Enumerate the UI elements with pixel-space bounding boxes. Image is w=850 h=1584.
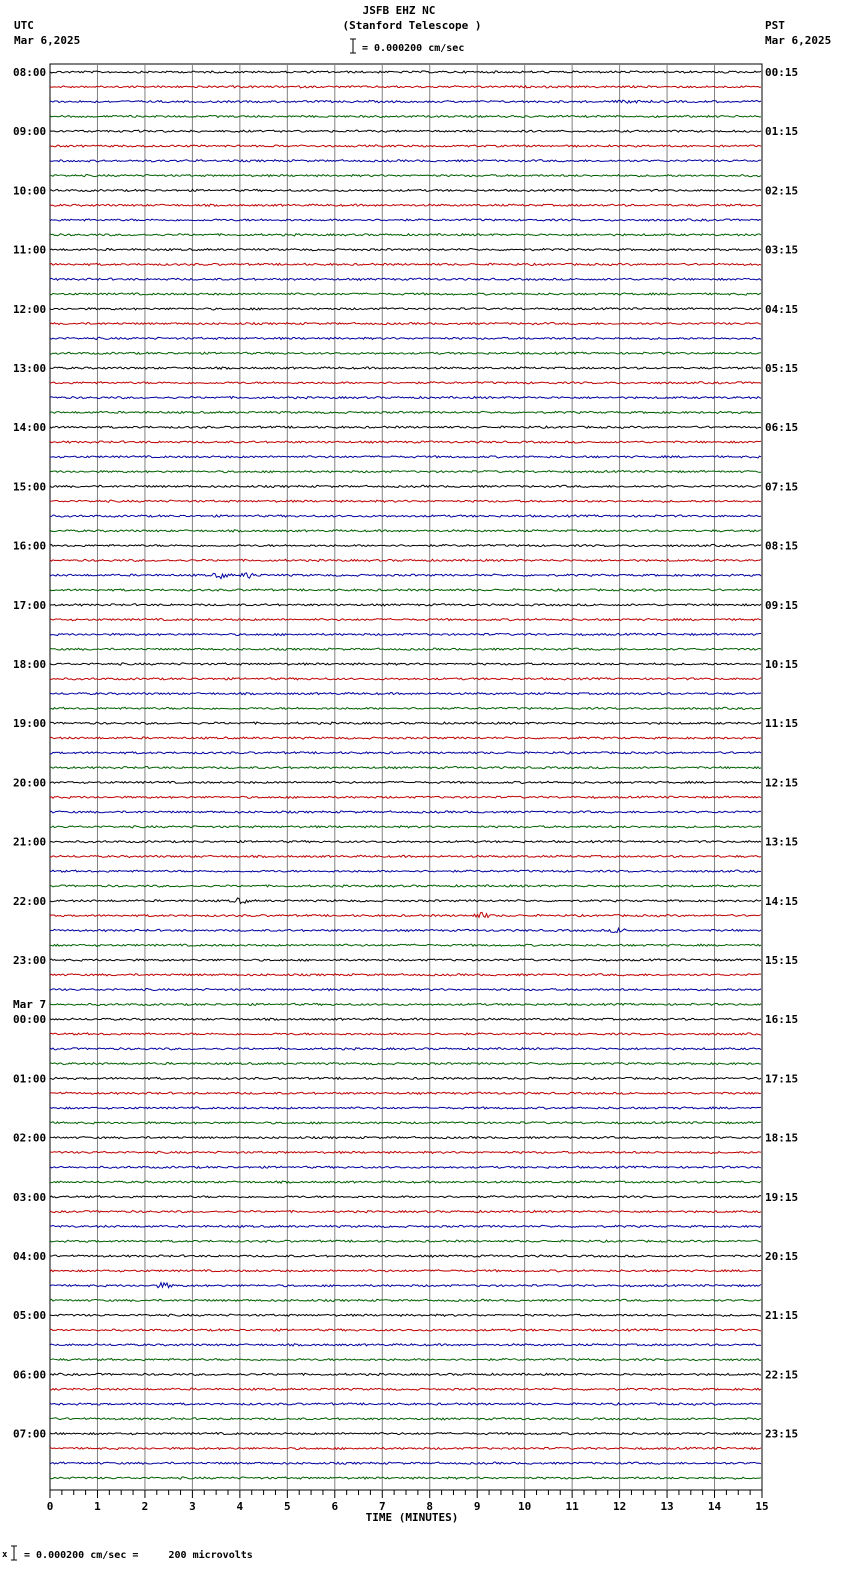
utc-hour-label: 18:00 — [13, 658, 47, 671]
x-tick-label: 10 — [518, 1500, 532, 1513]
utc-hour-label: 04:00 — [13, 1250, 47, 1263]
footer-scale-label: = 0.000200 cm/sec = 200 microvolts — [24, 1550, 253, 1561]
trace-row — [50, 234, 761, 236]
utc-hour-label: 16:00 — [13, 539, 47, 553]
trace-row — [50, 1403, 761, 1405]
utc-hour-label: 09:00 — [13, 125, 47, 139]
utc-hour-label: 03:00 — [13, 1190, 47, 1204]
trace-row — [50, 174, 761, 176]
trace-row — [50, 796, 761, 798]
utc-hour-label: 15:00 — [13, 480, 47, 494]
trace-row — [50, 204, 761, 206]
utc-hour-label: 05:00 — [13, 1309, 47, 1323]
pst-hour-label: 15:15 — [765, 954, 799, 967]
x-tick-label: 15 — [755, 1500, 769, 1513]
minute-gridlines — [50, 64, 762, 1490]
x-tick-label: 7 — [378, 1500, 386, 1513]
x-tick-label: 11 — [565, 1500, 579, 1513]
pst-hour-label: 10:15 — [765, 658, 799, 671]
footer-scale-bar-icon — [10, 1545, 18, 1561]
utc-hour-label: 17:00 — [13, 598, 47, 612]
network-title: (Stanford Telescope ) — [342, 19, 482, 32]
trace-row — [50, 1344, 761, 1346]
trace-row — [50, 1092, 761, 1094]
trace-row — [50, 100, 761, 103]
trace-row — [50, 1240, 761, 1242]
x-tick-label: 2 — [141, 1500, 149, 1513]
trace-row — [50, 559, 761, 561]
utc-hour-label: 08:00 — [13, 66, 47, 79]
trace-row — [50, 485, 761, 487]
trace-row — [50, 115, 761, 117]
x-tick-label: 4 — [236, 1500, 244, 1513]
pst-hour-label: 20:15 — [765, 1250, 799, 1263]
trace-row — [50, 337, 761, 339]
trace-row — [50, 1388, 761, 1390]
trace-row — [50, 870, 761, 872]
trace-row — [50, 278, 761, 280]
pst-hour-label: 14:15 — [765, 894, 799, 908]
trace-row — [50, 767, 761, 769]
trace-row — [50, 322, 761, 324]
trace-row — [50, 928, 761, 932]
trace-row — [50, 722, 761, 724]
x-tick-label: 13 — [660, 1500, 674, 1513]
trace-row — [50, 544, 761, 546]
trace-row — [50, 648, 761, 650]
trace-row — [50, 781, 761, 783]
right-timezone: PST — [765, 19, 785, 32]
trace-row — [50, 219, 761, 221]
pst-hour-label: 02:15 — [765, 184, 799, 198]
trace-row — [50, 898, 761, 904]
trace-row — [50, 959, 761, 961]
trace-row — [50, 1107, 761, 1109]
right-date: Mar 6,2025 — [765, 34, 832, 47]
x-tick-label: 8 — [426, 1500, 434, 1513]
trace-row — [50, 974, 761, 976]
trace-row — [50, 1255, 761, 1257]
trace-row — [50, 1003, 761, 1005]
pst-hour-label: 12:15 — [765, 776, 799, 790]
trace-row — [50, 130, 761, 132]
trace-row — [50, 885, 761, 887]
trace-row — [50, 1462, 761, 1464]
pst-hour-label: 05:15 — [765, 362, 799, 375]
trace-row — [50, 1270, 761, 1272]
trace-row — [50, 263, 761, 265]
x-tick-label: 1 — [94, 1500, 101, 1513]
trace-row — [50, 1358, 761, 1360]
x-tick-label: 3 — [189, 1500, 196, 1513]
trace-row — [50, 248, 761, 250]
trace-row — [50, 71, 761, 73]
trace-row — [50, 573, 761, 579]
pst-hour-label: 19:15 — [765, 1190, 799, 1204]
trace-row — [50, 1018, 761, 1020]
trace-row — [50, 1166, 761, 1168]
trace-row — [50, 308, 761, 310]
pst-hour-label: 06:15 — [765, 421, 799, 435]
pst-hour-label: 21:15 — [765, 1309, 799, 1323]
trace-row — [50, 604, 761, 606]
trace-row — [50, 1151, 761, 1153]
pst-hour-label: 04:15 — [765, 302, 799, 316]
trace-row — [50, 1418, 761, 1420]
trace-row — [50, 382, 761, 384]
trace-row — [50, 367, 761, 369]
trace-row — [50, 663, 761, 665]
trace-row — [50, 86, 761, 88]
trace-row — [50, 944, 761, 946]
pst-hour-label: 07:15 — [765, 480, 799, 494]
trace-row — [50, 1122, 761, 1124]
trace-row — [50, 1283, 761, 1288]
utc-hour-label: 21:00 — [13, 835, 47, 849]
trace-row — [50, 1077, 761, 1079]
trace-row — [50, 352, 761, 354]
x-tick-label: 12 — [612, 1500, 627, 1513]
pst-hour-label: 22:15 — [765, 1368, 799, 1382]
trace-row — [50, 530, 761, 532]
trace-row — [50, 678, 761, 680]
utc-hour-label: 13:00 — [13, 362, 47, 375]
pst-hour-label: 23:15 — [765, 1427, 799, 1441]
trace-row — [50, 1196, 761, 1198]
trace-row — [50, 840, 761, 842]
trace-row — [50, 396, 761, 398]
trace-row — [50, 912, 761, 917]
trace-row — [50, 1477, 761, 1479]
trace-row — [50, 707, 761, 709]
trace-row — [50, 145, 761, 147]
utc-hour-label: 10:00 — [13, 184, 47, 198]
trace-row — [50, 470, 761, 472]
trace-row — [50, 189, 761, 191]
pst-hour-label: 17:15 — [765, 1072, 799, 1086]
trace-row — [50, 160, 761, 162]
trace-row — [50, 1062, 761, 1064]
trace-row — [50, 752, 761, 754]
left-timezone: UTC — [14, 19, 34, 32]
utc-hour-label: 14:00 — [13, 421, 47, 435]
trace-row — [50, 1373, 761, 1375]
utc-hour-label: 20:00 — [13, 776, 47, 790]
utc-hour-label: 11:00 — [13, 243, 47, 257]
trace-row — [50, 1210, 761, 1212]
trace-row — [50, 619, 761, 621]
trace-row — [50, 811, 761, 813]
trace-row — [50, 293, 761, 295]
x-tick-label: 14 — [707, 1500, 722, 1513]
utc-hour-label: 12:00 — [13, 302, 47, 316]
pst-hour-label: 16:15 — [765, 1013, 799, 1027]
pst-hour-label: 09:15 — [765, 598, 799, 612]
x-axis-label: TIME (MINUTES) — [365, 1511, 459, 1524]
footer-mark-icon: x — [2, 1550, 8, 1560]
x-tick-label: 9 — [473, 1500, 481, 1513]
utc-hour-label: 22:00 — [13, 894, 47, 908]
trace-row — [50, 826, 761, 828]
utc-hour-label: 19:00 — [13, 717, 47, 731]
trace-row — [50, 1314, 761, 1316]
pst-hour-label: 03:15 — [765, 243, 799, 257]
plot-frame — [50, 64, 762, 1490]
utc-hour-label: 07:00 — [13, 1427, 47, 1441]
left-date: Mar 6,2025 — [14, 34, 81, 47]
utc-hour-label: 23:00 — [13, 954, 47, 967]
trace-row — [50, 1225, 761, 1227]
time-axis — [47, 1490, 769, 1524]
scale-label: = 0.000200 cm/sec — [362, 43, 465, 54]
trace-row — [50, 1433, 761, 1435]
x-tick-label: 0 — [46, 1500, 54, 1513]
trace-row — [50, 1048, 761, 1050]
pst-hour-label: 18:15 — [765, 1131, 799, 1145]
trace-row — [50, 855, 761, 857]
utc-hour-label: 00:00 — [13, 1013, 47, 1027]
pst-hour-label: 01:15 — [765, 125, 799, 139]
trace-row — [50, 441, 761, 443]
trace-row — [50, 1033, 761, 1035]
utc-hour-label: 01:00 — [13, 1072, 47, 1086]
trace-row — [50, 1329, 761, 1331]
trace-row — [50, 456, 761, 458]
trace-rows — [50, 71, 761, 1479]
trace-row — [50, 426, 761, 428]
trace-row — [50, 500, 761, 502]
pst-hour-label: 13:15 — [765, 835, 799, 849]
utc-hour-label: 02:00 — [13, 1131, 47, 1145]
utc-hour-label: 06:00 — [13, 1368, 47, 1382]
trace-row — [50, 737, 761, 739]
trace-row — [50, 988, 761, 990]
x-tick-label: 6 — [331, 1500, 339, 1513]
date-change-label: Mar 7 — [13, 998, 47, 1012]
trace-row — [50, 1447, 761, 1449]
trace-row — [50, 692, 761, 694]
time-labels — [13, 66, 798, 1441]
station-title: JSFB EHZ NC — [362, 4, 436, 17]
trace-row — [50, 1181, 761, 1183]
pst-hour-label: 08:15 — [765, 539, 799, 553]
x-tick-label: 5 — [284, 1500, 291, 1513]
pst-hour-label: 00:15 — [765, 66, 799, 79]
trace-row — [50, 1136, 761, 1138]
trace-row — [50, 633, 761, 635]
trace-row — [50, 515, 761, 517]
pst-hour-label: 11:15 — [765, 717, 799, 731]
trace-row — [50, 1299, 761, 1301]
trace-row — [50, 589, 761, 591]
trace-row — [50, 411, 761, 413]
